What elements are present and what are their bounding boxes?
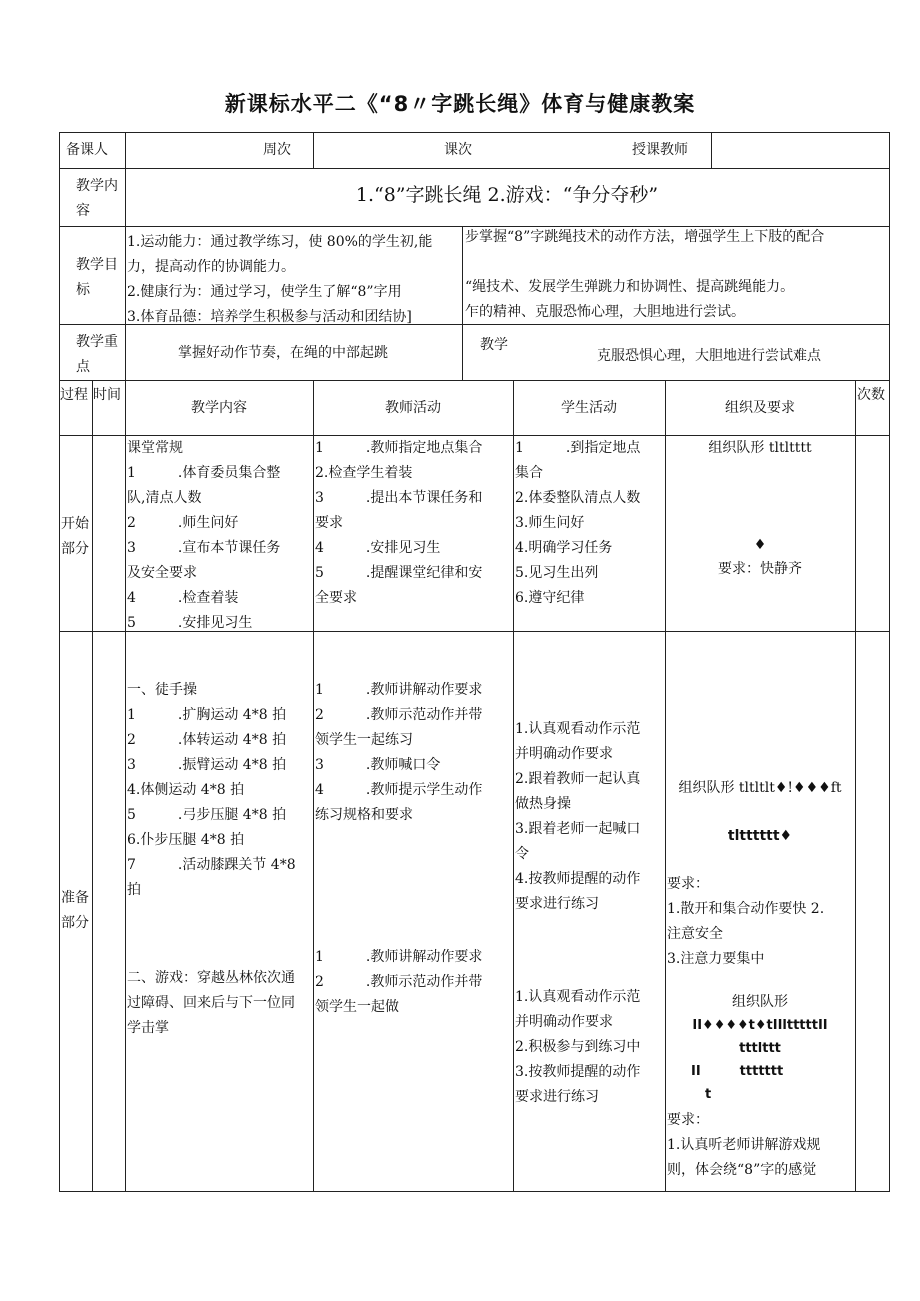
- list-item: 集合: [515, 465, 543, 481]
- list-item: 5.见习生出列: [515, 565, 599, 581]
- list-item: 1.认真观看动作示范: [515, 989, 641, 1005]
- list-item: 3 .振臂运动 4*8 拍: [127, 757, 287, 773]
- goals-left: [127, 230, 462, 330]
- col-teacher: 教师活动: [385, 400, 441, 416]
- list-item: 4 .教师提示学生动作: [315, 782, 483, 798]
- list-item: 1 .扩胸运动 4*8 拍: [127, 707, 287, 723]
- list-item: 2 .教师示范动作并带: [315, 974, 483, 990]
- key-point: 掌握好动作节奏，在绳的中部起跳: [178, 345, 388, 361]
- prep-org-b-title: 组织队形: [732, 994, 788, 1010]
- list-item: 全要求: [315, 590, 357, 606]
- formation-line: tttlttt: [739, 1041, 781, 1056]
- list-item: 1.认真听老师讲解游戏规: [667, 1137, 821, 1153]
- goal-line: 步掌握“8”字跳绳技术的动作方法，增强学生上下肢的配合: [465, 229, 825, 245]
- col-student: 学生活动: [561, 400, 617, 416]
- list-item: 4.体侧运动 4*8 拍: [127, 782, 245, 798]
- list-item: 领学生一起练习: [315, 732, 413, 748]
- prep-content-a: [127, 678, 313, 903]
- prep-label-line2: 部分: [61, 915, 89, 931]
- start-org-formation: 组织队形 tltltttt: [708, 440, 812, 456]
- list-item: 并明确动作要求: [515, 1014, 613, 1030]
- list-item: 要求进行练习: [515, 1089, 599, 1105]
- list-item: 4.按教师提醒的动作: [515, 871, 641, 887]
- prep-teacher-b: [315, 945, 513, 1020]
- start-student: [515, 436, 665, 611]
- prep-org-b-formation: [665, 1014, 855, 1106]
- list-item: 1 .教师讲解动作要求: [315, 949, 483, 965]
- list-item: 3 .宣布本节课任务: [127, 540, 281, 556]
- goal-line: “绳技术、发展学生弹跳力和协调性、提高跳绳能力。: [465, 279, 795, 295]
- list-item: 学击掌: [127, 1020, 169, 1036]
- list-item: 要求进行练习: [515, 896, 599, 912]
- list-item: 及安全要求: [127, 565, 197, 581]
- prep-teacher-a: [315, 678, 513, 828]
- list-item: 1 .教师指定地点集合: [315, 440, 483, 456]
- list-item: 课堂常规: [127, 440, 183, 456]
- list-item: 队,清点人数: [127, 490, 202, 506]
- list-item: 3.注意力要集中: [667, 951, 765, 967]
- goal-line: [465, 250, 887, 275]
- formation-line: t: [705, 1087, 712, 1102]
- start-teacher: [315, 436, 513, 611]
- difficulty-label: 教学: [480, 337, 508, 353]
- content-label-line2: 容: [76, 203, 90, 219]
- list-item: 二、游戏：穿越丛林依次通: [127, 970, 295, 986]
- list-item: 1.散开和集合动作要快 2.: [667, 901, 825, 917]
- key-label-line1: 教学重: [76, 334, 118, 350]
- list-item: 要求: [315, 515, 343, 531]
- prep-student-b: [515, 985, 665, 1110]
- list-item: 2.积极参与到练习中: [515, 1039, 641, 1055]
- list-item: 2.体委整队清点人数: [515, 490, 641, 506]
- list-item: 3 .提出本节课任务和: [315, 490, 483, 506]
- difficulty-point: 克服恐惧心理，大胆地进行尝试难点: [597, 348, 821, 364]
- list-item: 4 .检查着装: [127, 590, 239, 606]
- list-item: 2 .教师示范动作并带: [315, 707, 483, 723]
- list-item: 2.检查学生着装: [315, 465, 413, 481]
- goals-label-line2: 标: [76, 282, 90, 298]
- prep-org-b-requirement: [667, 1108, 855, 1183]
- list-item: 并明确动作要求: [515, 746, 613, 762]
- col-process: 过程: [60, 387, 88, 403]
- list-item: 4 .安排见习生: [315, 540, 441, 556]
- list-item: 令: [515, 846, 529, 862]
- list-item: 1 .到指定地点: [515, 440, 641, 456]
- list-item: 2.跟着教师一起认真: [515, 771, 641, 787]
- formation-diamond-icon: ♦: [753, 537, 767, 553]
- list-item: 3.师生问好: [515, 515, 585, 531]
- list-item: 注意安全: [667, 926, 723, 942]
- col-time: 时间: [93, 387, 121, 403]
- key-label-line2: 点: [76, 359, 90, 375]
- list-item: 则，体会绕“8”字的感觉: [667, 1162, 817, 1178]
- page-title: 新课标水平二《“8〃字跳长绳》体育与健康教案: [224, 92, 696, 116]
- list-item: 5 .弓步压腿 4*8 拍: [127, 807, 287, 823]
- content-label-line1: 教学内: [76, 178, 118, 194]
- start-label-line1: 开始: [61, 516, 89, 532]
- list-item: 2 .体转运动 4*8 拍: [127, 732, 287, 748]
- list-item: 做热身操: [515, 796, 571, 812]
- list-item: 练习规格和要求: [315, 807, 413, 823]
- formation-line: II ttttttt: [691, 1064, 784, 1079]
- lesson-content: 1.“8”字跳长绳 2.游戏：“争分夺秒”: [355, 184, 659, 206]
- start-org-requirement: 要求：快静齐: [718, 561, 802, 577]
- list-item: 要求：: [667, 876, 709, 892]
- list-item: 3.按教师提醒的动作: [515, 1064, 641, 1080]
- goal-line: 力，提高动作的协调能力。: [127, 259, 295, 275]
- list-item: 一、徒手操: [127, 682, 197, 698]
- list-item: 5 .安排见习生: [127, 615, 253, 631]
- goals-label-line1: 教学目: [76, 257, 118, 273]
- list-item: 7 .活动膝踝关节 4*8: [127, 857, 296, 873]
- list-item: 1 .教师讲解动作要求: [315, 682, 483, 698]
- goals-right: [465, 225, 887, 325]
- prep-org-a-formation: 组织队形 tltltlt♦!♦♦♦ft: [678, 780, 842, 796]
- list-item: 6.仆步压腿 4*8 拍: [127, 832, 245, 848]
- list-item: 过障碍、回来后与下一位同: [127, 995, 295, 1011]
- list-item: 5 .提醒课堂纪律和安: [315, 565, 483, 581]
- goal-line: 3.体育品德：培养学生积极参与活动和团结协]: [127, 309, 412, 325]
- prep-org-a-requirement: [667, 872, 855, 972]
- list-item: 4.明确学习任务: [515, 540, 613, 556]
- list-item: 3.跟着老师一起喊口: [515, 821, 641, 837]
- lesson-number-label: 课次: [444, 142, 472, 158]
- list-item: 6.遵守纪律: [515, 590, 585, 606]
- goal-line: 1.运动能力：通过教学练习，使 80%的学生初,能: [127, 234, 433, 250]
- list-item: 拍: [127, 882, 141, 898]
- col-organization: 组织及要求: [725, 400, 795, 416]
- list-item: 3 .教师喊口令: [315, 757, 441, 773]
- list-item: 要求：: [667, 1112, 709, 1128]
- start-label-line2: 部分: [61, 541, 89, 557]
- list-item: 2 .师生问好: [127, 515, 239, 531]
- formation-line: II♦♦♦♦t♦tIIltttttII: [692, 1018, 828, 1033]
- preparer-label: 备课人: [66, 142, 108, 158]
- start-content: [127, 436, 313, 636]
- list-item: 1 .体育委员集合整: [127, 465, 281, 481]
- goal-line: 乍的精神、克服恐怖心理，大胆地进行尝试。: [465, 304, 745, 320]
- col-content: 教学内容: [191, 400, 247, 416]
- goal-line: 2.健康行为：通过学习，使学生了解“8”字用: [127, 284, 402, 300]
- prep-student-a: [515, 717, 665, 917]
- list-item: 领学生一起做: [315, 999, 399, 1015]
- prep-label-line1: 准备: [61, 890, 89, 906]
- col-times: 次数: [857, 387, 885, 403]
- list-item: 1.认真观看动作示范: [515, 721, 641, 737]
- prep-content-b: [127, 966, 313, 1041]
- week-label: 周次: [263, 142, 291, 158]
- prep-org-a-formation-line2: tltttttt♦: [727, 828, 793, 844]
- teacher-label: 授课教师: [632, 142, 688, 158]
